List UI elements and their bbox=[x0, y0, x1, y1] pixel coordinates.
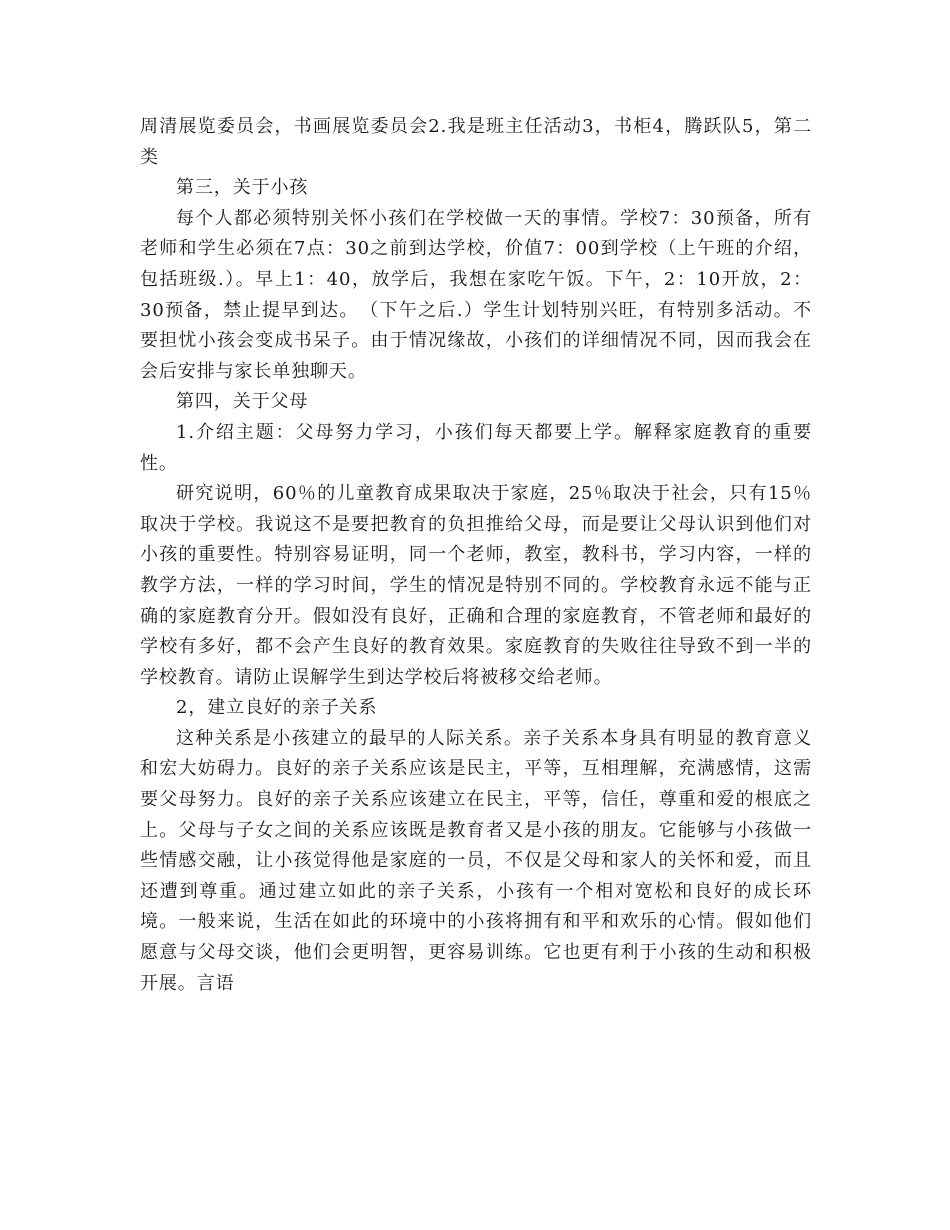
heading-third-about-children: 第三，关于小孩 bbox=[176, 177, 309, 199]
paragraph-school-day: 每个人都必须特别关怀小孩们在学校做一天的事情。学校7：30预备，所有老师和学生必须在7点：30之前到达学校，价值7：00到学校（上午班的介绍，包括班级.）。早上1：40，放学后，我想在家吃午饭。下午，2：10开放，2：30预备，禁止提早到达。 （下午之后.）学生计划特别兴旺，有特别多活动。不要担忧小孩会变成书呆子。由于情况缘故，小孩们的详细情况不同，因而我会在会后安排与家长单独聊天。 bbox=[140, 207, 812, 382]
paragraph-committees: 周清展览委员会，书画展览委员会2.我是班主任活动3，书柜4，腾跃队5，第二类 bbox=[140, 116, 812, 168]
heading-parent-child-relationship: 2，建立良好的亲子关系 bbox=[176, 697, 378, 719]
paragraph-introduce-theme: 1.介绍主题：父母努力学习，小孩们每天都要上学。解释家庭教育的重要性。 bbox=[140, 421, 812, 474]
document-body bbox=[140, 112, 812, 999]
paragraph-research: 研究说明，60％的儿童教育成果取决于家庭，25％取决于社会，只有15％取决于学校。我说这不是要把教育的负担推给父母，而是要让父母认识到他们对小孩的重要性。特别容易证明，同一个老师，教室，教科书，学习内容，一样的教学方法，一样的学习时间，学生的情况是特别不同的。学校教育永远不能与正确的家庭教育分开。假如没有良好，正确和合理的家庭教育，不管老师和最好的学校有多好，都不会产生良好的教育效果。家庭教育的失败往往导致不到一半的学校教育。请防止误解学生到达学校后将被移交给老师。 bbox=[140, 483, 812, 688]
paragraph-relationship: 这种关系是小孩建立的最早的人际关系。亲子关系本身具有明显的教育意义和宏大妨碍力。良好的亲子关系应该是民主，平等，互相理解，充满感情，这需要父母努力。良好的亲子关系应该建立在民主，平等，信任，尊重和爱的根底之上。父母与子女之间的关系应该既是教育者又是小孩的朋友。它能够与小孩做一些情感交融，让小孩觉得他是家庭的一员，不仅是父母和家人的关怀和爱，而且还遭到尊重。通过建立如此的亲子关系，小孩有一个相对宽松和良好的成长环境。一般来说，生活在如此的环境中的小孩将拥有和平和欢乐的心情。假如他们愿意与父母交谈，他们会更明智，更容易训练。它也更有利于小孩的生动和积极开展。言语 bbox=[140, 727, 812, 994]
heading-fourth-about-parents: 第四，关于父母 bbox=[176, 391, 309, 413]
